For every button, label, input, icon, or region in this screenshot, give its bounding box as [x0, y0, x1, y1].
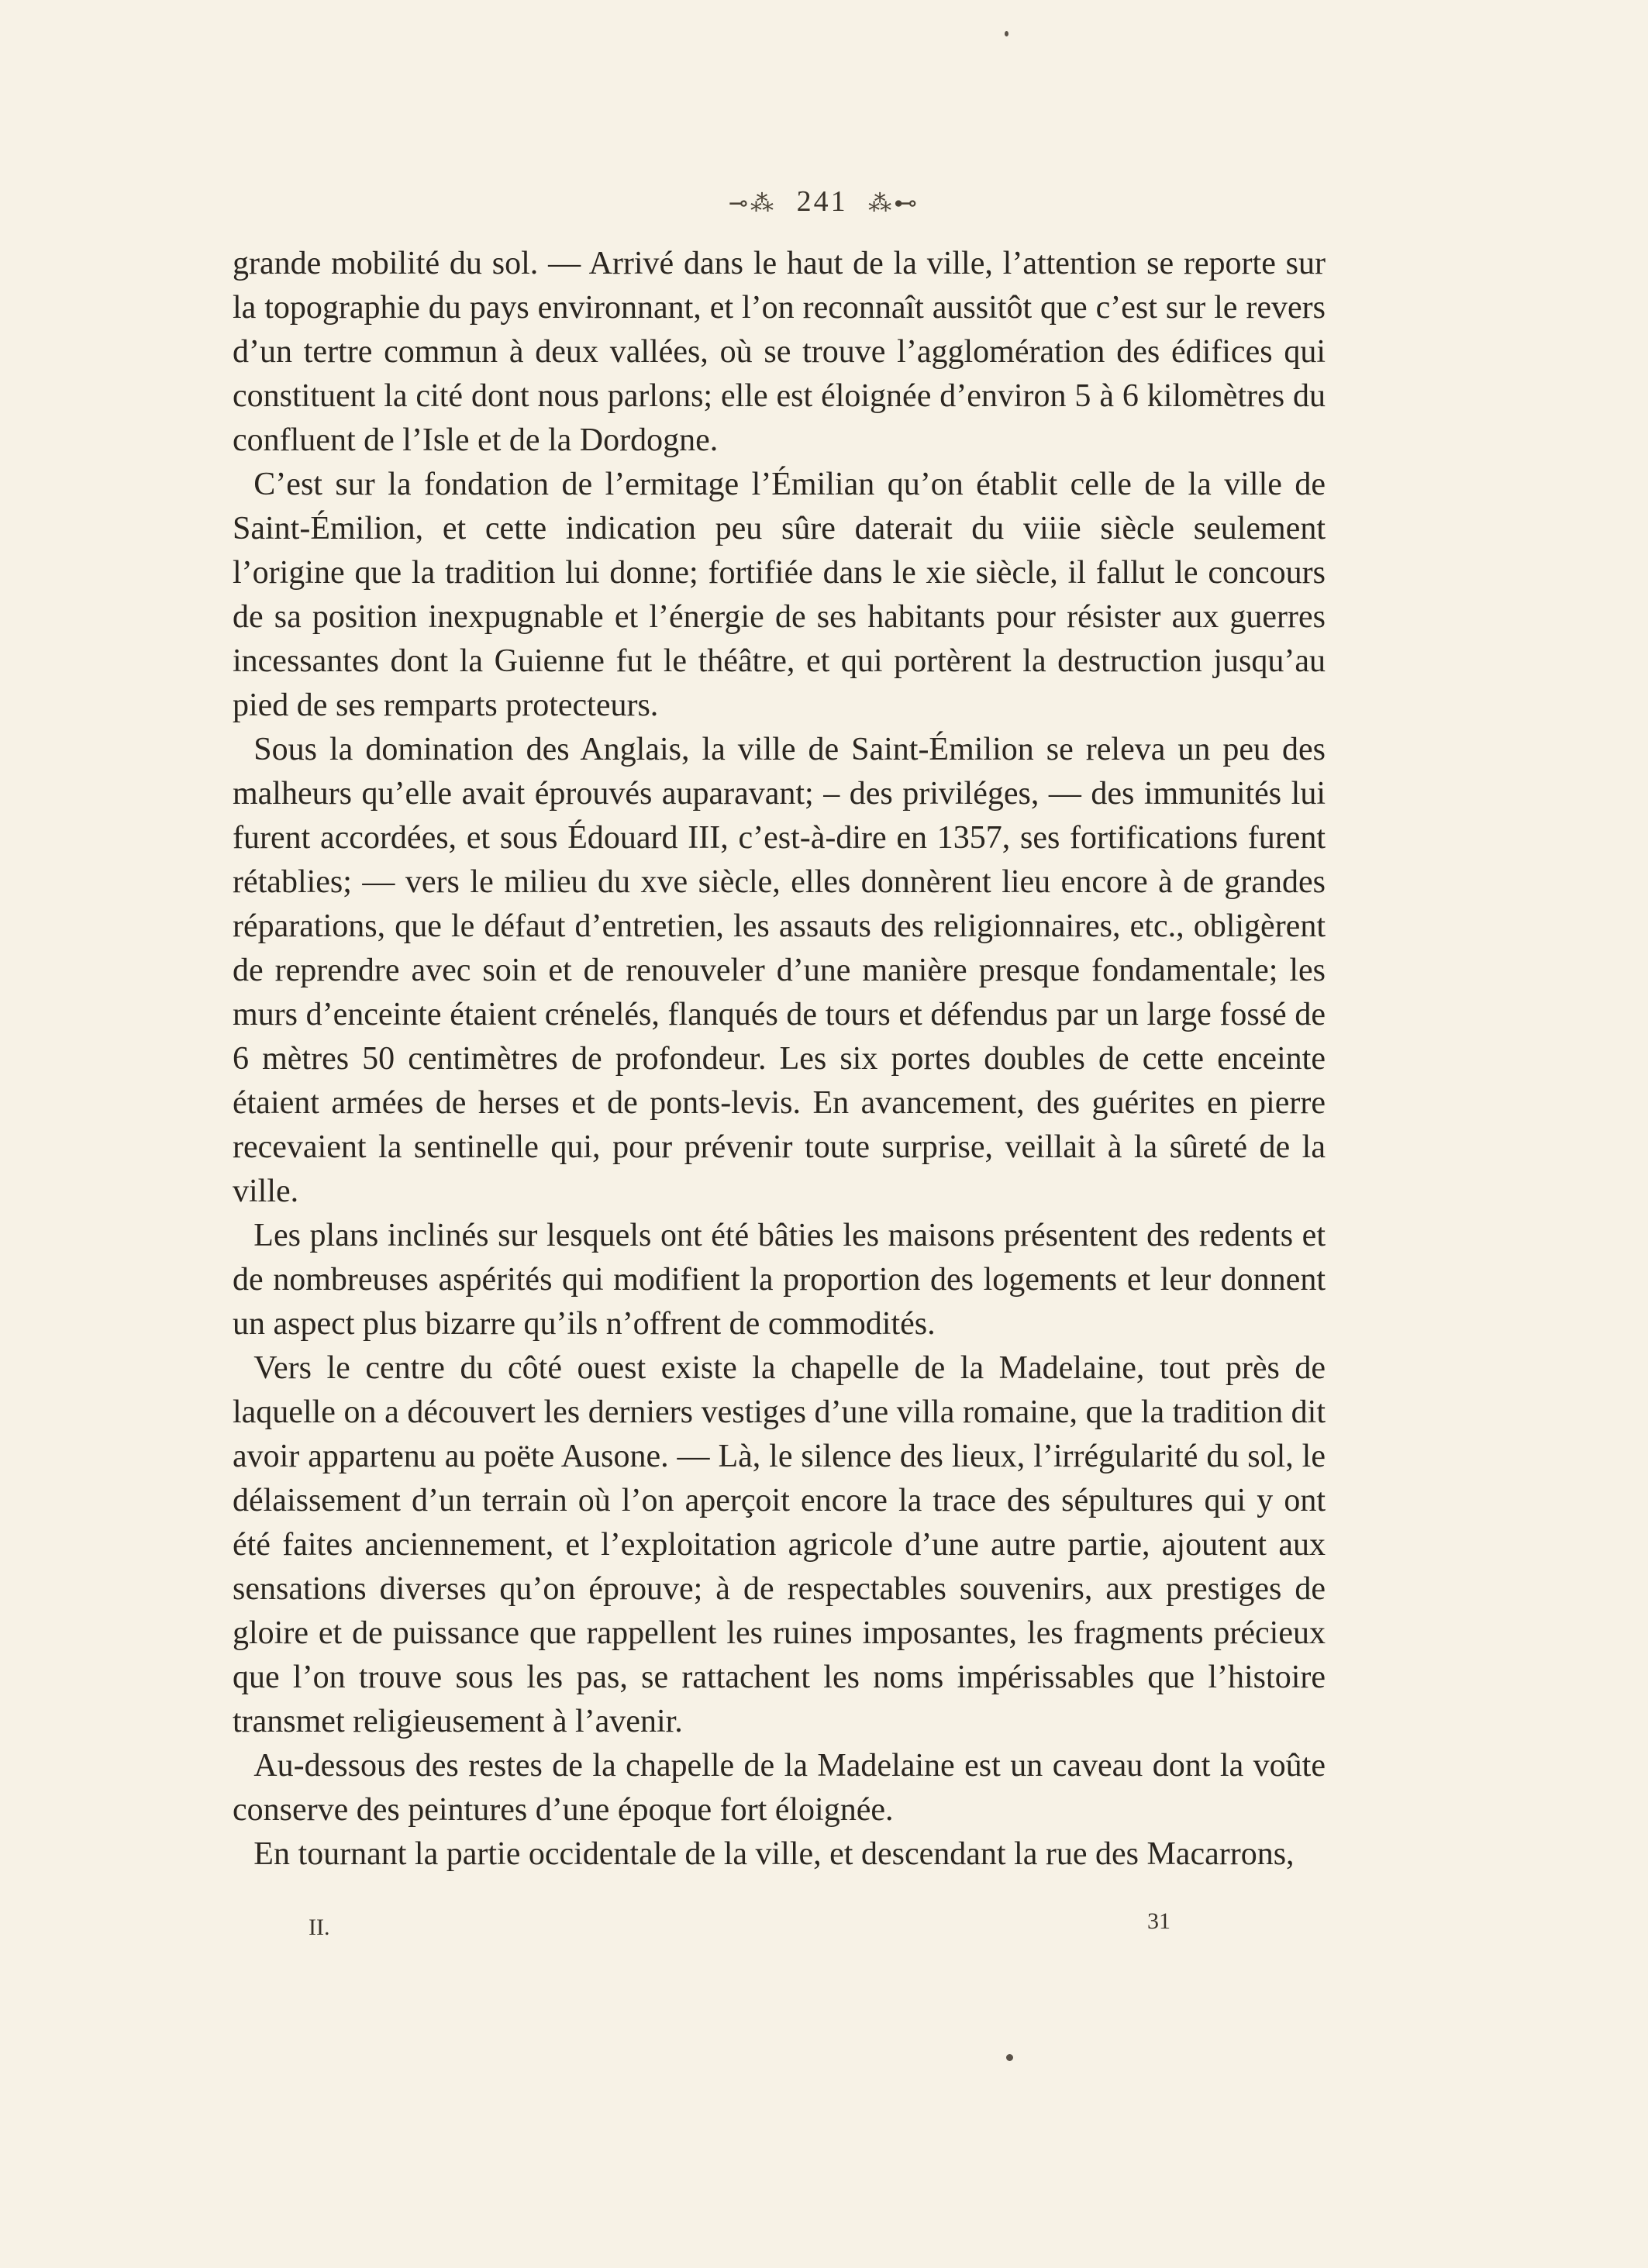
header-ornament-left: ⊸⁂	[728, 191, 777, 216]
paragraph: Au-dessous des restes de la chapelle de la Madelaine est un caveau dont la voûte conserve des peintures d’une époque fort éloignée.	[233, 1748, 1326, 1828]
body-text	[233, 242, 1326, 1877]
paragraph: grande mobilité du sol. — Arrivé dans le haut de la ville, l’attention se reporte sur la topographie du pays environnant, et l’on reconnaît aussitôt que c’est sur le revers d’un tertre commun à deux vallées, où se trouve l’agglomération des édifices qui constituent la cité dont nous parlons; elle est éloignée d’environ 5 à 6 kilomètres du confluent de l’Isle et de la Dordogne.	[233, 246, 1326, 458]
paragraph: C’est sur la fondation de l’ermitage l’Émilian qu’on établit celle de la ville de Saint-Émilion, et cette indication peu sûre daterait du viiie siècle seulement l’origine que la tradition lui donne; fortifiée dans le xie siècle, il fallut le concours de sa position inexpugnable et l’énergie de ses habitants pour résister aux guerres incessantes dont la Guienne fut le théâtre, et qui portèrent la destruction jusqu’au pied de ses remparts protecteurs.	[233, 467, 1326, 723]
paragraph: Les plans inclinés sur lesquels ont été bâties les maisons présentent des redents et de nombreuses aspérités qui modifient la proportion des logements et leur donnent un aspect plus bizarre qu’ils n’offrent de commodités.	[233, 1218, 1326, 1342]
paragraph: En tournant la partie occidentale de la ville, et descendant la rue des Macarrons,	[253, 1836, 1295, 1872]
header-ornament-right: ⁂⊷	[868, 191, 920, 216]
ink-speck	[1005, 31, 1008, 36]
page-number: 241	[796, 185, 848, 218]
ink-speck	[1006, 2054, 1013, 2061]
volume-mark: II.	[309, 1915, 330, 1940]
sheet-signature: 31	[1147, 1908, 1170, 1934]
paragraph: Vers le centre du côté ouest existe la chapelle de la Madelaine, tout près de laquelle on a découvert les derniers vestiges d’une villa romaine, que la tradition dit avoir appartenu au poëte Ausone. — Là, le silence des lieux, l’irrégularité du sol, le délaissement d’un terrain où l’on aperçoit encore la trace des sépultures qui y ont été faites anciennement, et l’exploitation agricole d’une autre partie, ajoutent aux sensations diverses qu’on éprouve; à de respectables souvenirs, aux prestiges de gloire et de puissance que rappellent les ruines imposantes, les fragments précieux que l’on trouve sous les pas, se rattachent les noms impérissables que l’histoire transmet religieusement à l’avenir.	[233, 1350, 1326, 1739]
page-header	[0, 184, 1648, 219]
paragraph: Sous la domination des Anglais, la ville de Saint-Émilion se releva un peu des malheurs qu’elle avait éprouvés auparavant; – des priviléges, — des immunités lui furent accordées, et sous Édouard III, c’est-à-dire en 1357, ses fortifications furent rétablies; — vers le milieu du xve siècle, elles donnèrent lieu encore à de grandes réparations, que le défaut d’entretien, les assauts des religionnaires, etc., obligèrent de reprendre avec soin et de renouveler d’une manière presque fondamentale; les murs d’enceinte étaient crénelés, flanqués de tours et défendus par un large fossé de 6 mètres 50 centimètres de profondeur. Les six portes doubles de cette enceinte étaient armées de herses et de ponts-levis. En avancement, des guérites en pierre recevaient la sentinelle qui, pour prévenir toute surprise, veillait à la sûreté de la ville.	[233, 732, 1326, 1209]
